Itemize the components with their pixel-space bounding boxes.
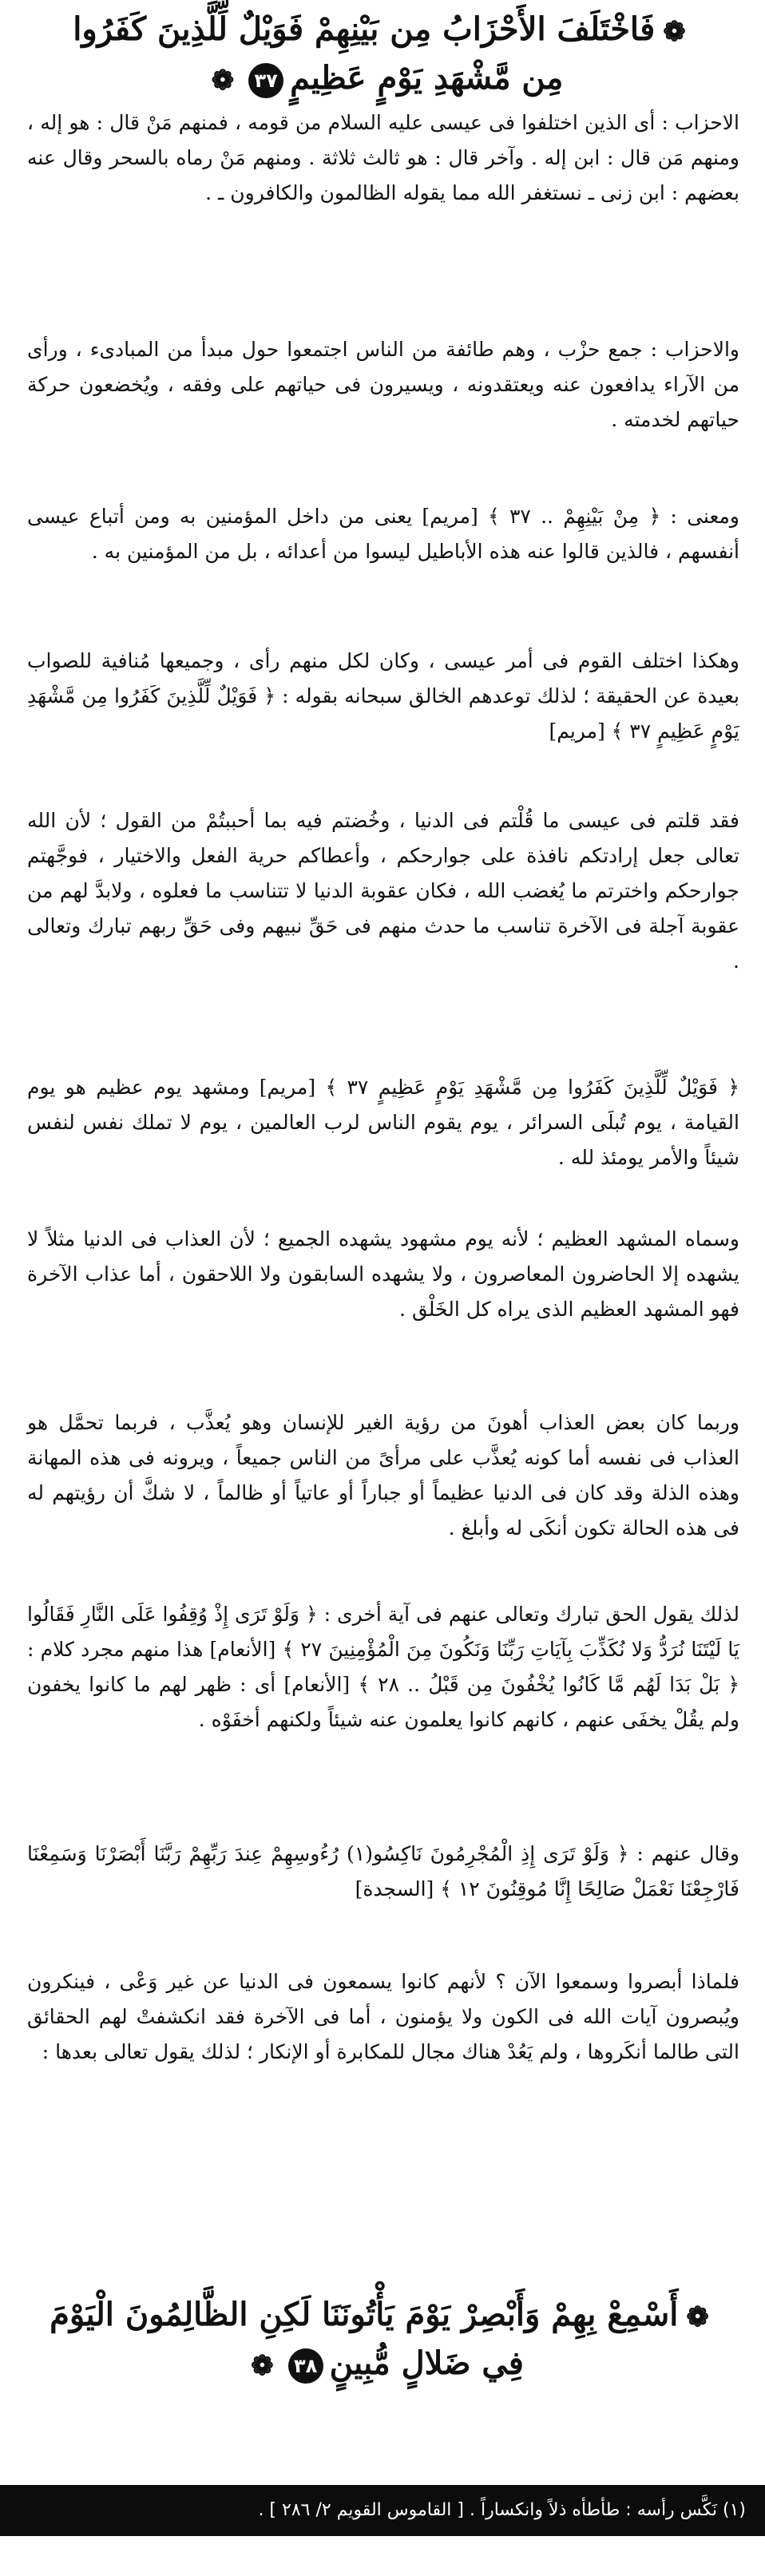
verse-37-line-2 bbox=[32, 55, 735, 104]
verse-38-block bbox=[32, 2292, 735, 2389]
footnote-bar bbox=[0, 2485, 765, 2536]
paragraph-2: والاحزاب : جمع حزْب ، وهم طائفة من الناس اجتمعوا حول مبدأ من المبادىء ، ورأى من الآراء يدافعون عنه ويعتقدونه ، ويسيرون فى حياتهم على وفقه ، ويُخضعون حركة حياتهم لخدمته . bbox=[27, 338, 739, 431]
paragraph-6: ﴿ فَوَيْلٌ لِّلَّذِينَ كَفَرُوا مِن مَّشْهَدِ يَوْمٍ عَظِيمٍ ٣٧ ﴾ [مريم] ومشهد يوم عظيم هو يوم القيامة ، يوم تُبلَى السرائر ، يوم يقوم الناس لرب العالمين ، يوم لا تملك نفس لنفس شيئاً والأمر يومئذ لله . bbox=[27, 1076, 739, 1169]
paragraph-11: فلماذا أبصروا وسمعوا الآن ؟ لأنهم كانوا يسمعون فى الدنيا عن غير وَعْى ، فينكرون ويُبصرون آيات الله فى الكون ولا يؤمنون ، أما فى الآخرة فقد انكشفتْ لهم الحقائق التى طالما أنكَروها ، ولم يَعُدْ هناك مجال للمكابرة أو الإنكار ؛ لذلك يقول تعالى بعدها : bbox=[27, 1970, 739, 2063]
paragraph-10: وقال عنهم : ﴿ وَلَوْ تَرَى إِذِ الْمُجْرِمُونَ نَاكِسُو(١) رُءُوسِهِمْ عِندَ رَبِّهِمْ رَبَّنَا أَبْصَرْنَا وَسَمِعْنَا فَارْجِعْنَا نَعْمَلْ صَالِحًا إِنَّا مُوقِنُونَ ١٢ ﴾ [السجدة] bbox=[27, 1842, 740, 1900]
paragraph-7: وسماه المشهد العظيم ؛ لأنه يوم مشهود يشهده الجميع ؛ لأن العذاب فى الدنيا مثلاً لا يشهده إلا الحاضرون المعاصرون ، ولا يشهده السابقون ولا اللاحقون ، أما عذاب الآخرة فهو المشهد العظيم الذى يراه كل الخَلْق . bbox=[27, 1227, 739, 1321]
verse-37-block bbox=[32, 6, 735, 104]
ornament-icon: ❁ bbox=[686, 2301, 709, 2333]
verse-38-line-1 bbox=[32, 2292, 735, 2340]
paragraph-5: فقد قلتم فى عيسى ما قُلْتم فى الدنيا ، وخُضتم فيه بما أحببتُمْ من القول ؛ لأن الله تعالى جعل إرادتكم نافذة على جوارحكم ، وأعطاكم حرية الفعل والاختيار ، فوجَّهتم جوارحكم واخترتم ما يُغضب الله ، فكان عقوبة الدنيا لا تتناسب ما فعلوه ، ولابدَّ لهم من عقوبة آجلة فى الآخرة تناسب ما حدث منهم فى حَقِّ نبيهم وفى حَقِّ ربهم تبارك وتعالى . bbox=[27, 809, 739, 973]
ornament-icon: ❁ bbox=[251, 2350, 274, 2382]
verse-number-badge: ٣٧ bbox=[248, 63, 283, 98]
paragraph-3: ومعنى : ﴿ مِنْ بَيْنِهِمْ .. ٣٧ ﴾ [مريم] يعنى من داخل المؤمنين به ومن أتباع عيسى أنفسهم ، فالذين قالوا عنه هذه الأباطيل ليسوا من أعدائه ، بل من المؤمنين به . bbox=[27, 505, 739, 563]
ornament-icon: ❁ bbox=[663, 16, 686, 48]
verse-37-line-1 bbox=[32, 6, 735, 55]
paragraph-9: لذلك يقول الحق تبارك وتعالى عنهم فى آية أخرى : ﴿ وَلَوْ تَرَى إِذْ وُقِفُوا عَلَى النَّارِ فَقَالُوا يَا لَيْتَنَا نُرَدُّ وَلا نُكَذِّبَ بِآيَاتِ رَبِّنَا وَنَكُونَ مِنَ الْمُؤْمِنِينَ ٢٧ ﴾ [الأنعام] هذا منهم مجرد كلام : ﴿ بَلْ بَدَا لَهُم مَّا كَانُوا يُخْفُونَ مِن قَبْلُ .. ٢٨ ﴾ [الأنعام] أى : ظهر لهم ما كانوا يخفون ولم يقُلْ يخفَى عنهم ، كانهم كانوا يعلمون عنه شيئاً ولكنهم أخفَوْه . bbox=[27, 1603, 740, 1731]
verse-38-text-2: فِي ضَلالٍ مُّبِينٍ bbox=[329, 2344, 524, 2382]
paragraph-4: وهكذا اختلف القوم فى أمر عيسى ، وكان لكل منهم رأى ، وجميعها مُنافية للصواب بعيدة عن الحقيقة ؛ لذلك توعدهم الخالق سبحانه بقوله : ﴿ فَوَيْلٌ لِّلَّذِينَ كَفَرُوا مِن مَّشْهَدِ يَوْمٍ عَظِيمٍ ٣٧ ﴾ [مريم] bbox=[27, 649, 739, 743]
verse-number-badge: ٣٨ bbox=[288, 2348, 323, 2384]
paragraph-1: الاحزاب : أى الذين اختلفوا فى عيسى عليه السلام من قومه ، فمنهم مَنْ قال : هو إله ، ومنهم مَن قال : ابن إله . وآخر قال : هو ثالث ثلاثة . ومنهم مَنْ رماه بالسحر وقال عنه بعضهم : ابن زنى ـ نستغفر الله مما يقوله الظالمون والكافرون ـ . bbox=[27, 111, 739, 204]
verse-38-line-2 bbox=[32, 2340, 735, 2389]
verse-38-text-1: أَسْمِعْ بِهِمْ وَأَبْصِرْ يَوْمَ يَأْتُونَنَا لَكِنِ الظَّالِمُونَ الْيَوْمَ bbox=[50, 2296, 679, 2333]
paragraph-8: وربما كان بعض العذاب أهونَ من رؤية الغير للإنسان وهو يُعذَّب ، فربما تحمَّل هو العذاب فى نفسه أما كونه يُعذَّب على مرأىً من الناس جميعاً ، ويرونه فى هذه المهانة وهذه الذلة وقد كان فى الدنيا عظيماً أو جباراً أو عاتياً أو ظالماً ، لا شكَّ أن رؤيتهم له فى هذه الحالة تكون أنكَى له وأبلغ . bbox=[27, 1411, 739, 1540]
verse-37-text-1: فَاخْتَلَفَ الأَحْزَابُ مِن بَيْنِهِمْ فَوَيْلٌ لِّلَّذِينَ كَفَرُوا bbox=[73, 10, 656, 48]
ornament-icon: ❁ bbox=[211, 65, 235, 97]
footnote-text: (١) نَكَّس رأسه : طأطأه ذلاً وانكساراً . [ القاموس القويم ٢/ ٢٨٦ ] . bbox=[258, 2500, 746, 2520]
verse-37-text-2: مِن مَّشْهَدِ يَوْمٍ عَظِيمٍ bbox=[290, 59, 564, 97]
